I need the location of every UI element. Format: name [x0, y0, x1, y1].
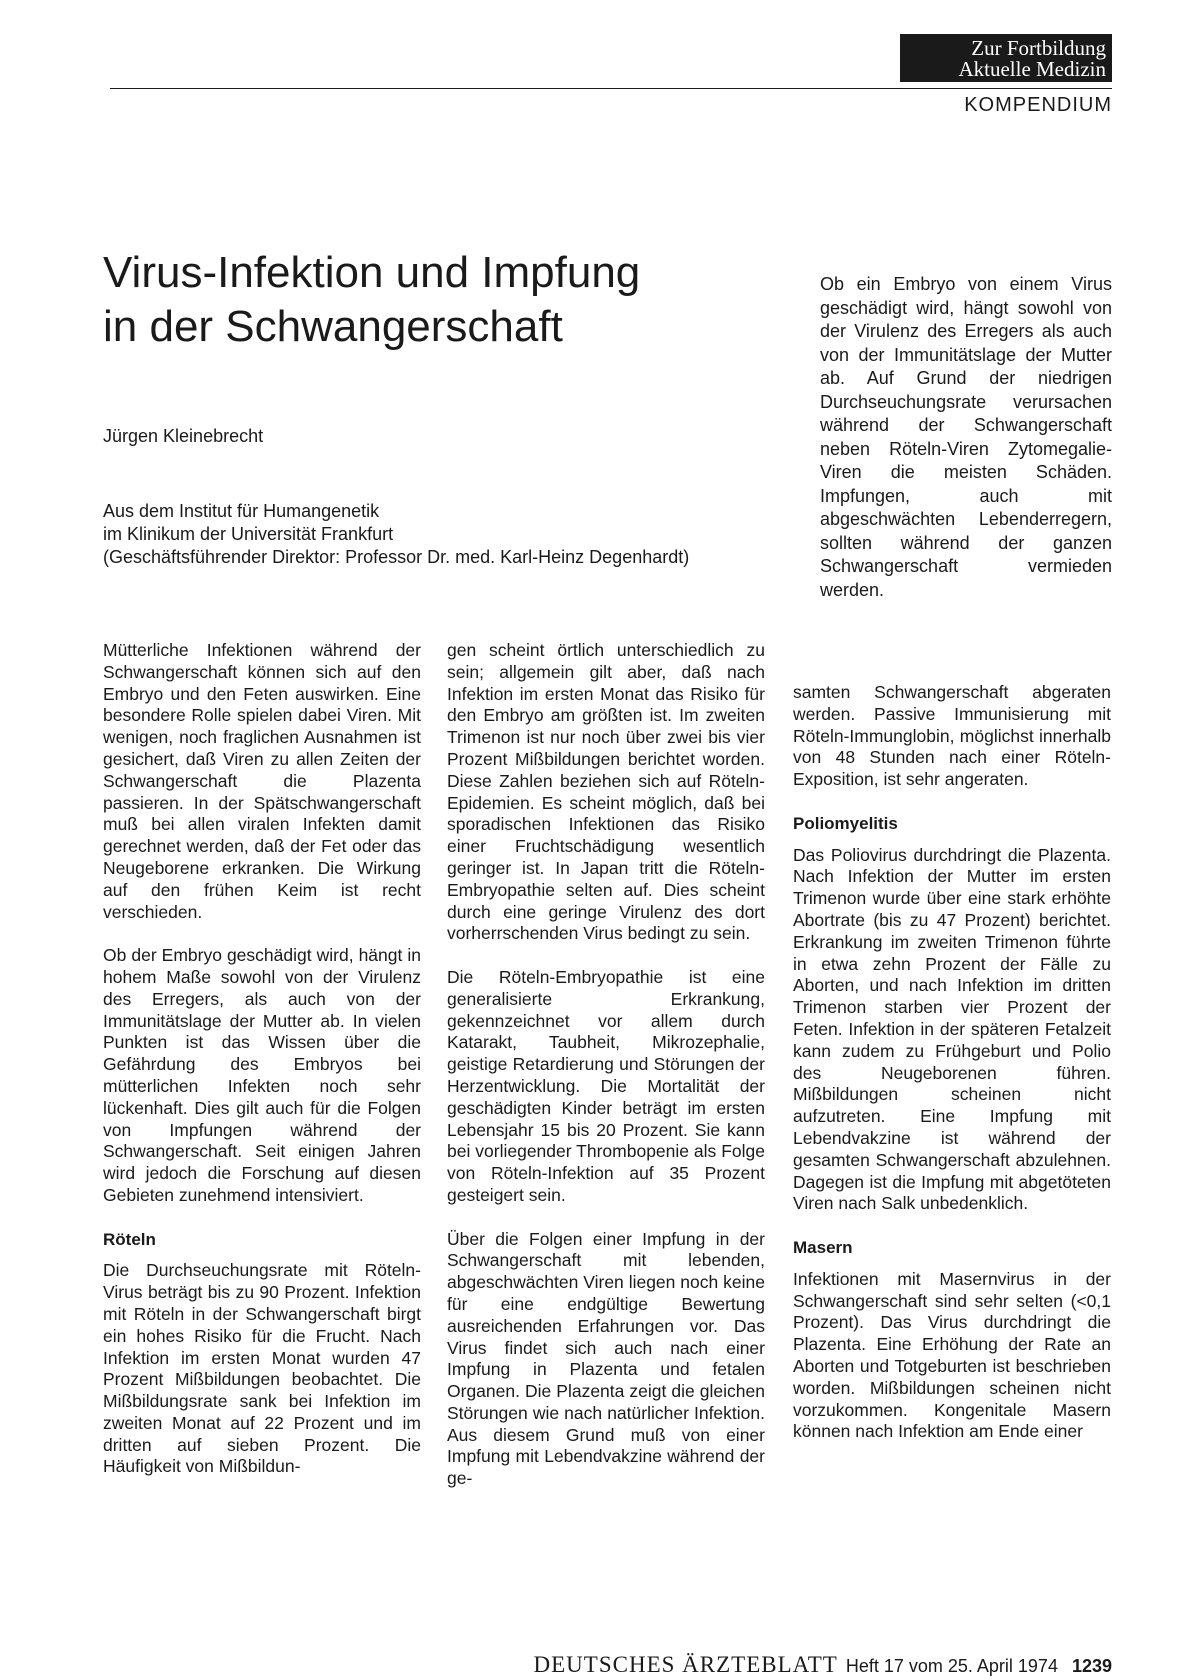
paragraph: Das Poliovirus durchdringt die Plazenta. Nach Infektion der Mutter im ersten Trimenon wurde über eine stark erhöhte Abortrate (bis zu 47 Prozent) berichtet. Erkrankung im zweiten Trimenon führte in etwa zehn Prozent der Fälle zu Aborten, und nach Infektion im dritten Trimenon starben vier Prozent der Feten. Infektion in der späteren Fetalzeit kann zudem zu Frühgeburt und Polio des Neugeborenen führen. Mißbildungen scheinen nicht aufzutreten. Eine Impfung mit Lebendvakzine ist während der gesamten Schwangerschaft abzulehnen. Dagegen ist die Impfung mit abgetöteten Viren nach Salk unbedenklich.	[793, 844, 1111, 1214]
paragraph: Über die Folgen einer Impfung in der Schwangerschaft mit lebenden, abgeschwächten Viren liegen noch keine für eine endgültige Bewertung ausreichenden Erfahrungen vor. Das Virus findet sich auch nach einer Impfung in Plazenta und fetalen Organen. Die Plazenta zeigt die gleichen Störungen wie nach natürlicher Infektion. Aus diesem Grund muß von einer Impfung mit Lebendvakzine während der ge-	[447, 1228, 765, 1489]
body-column-1	[103, 640, 421, 1500]
page-number: 1239	[1071, 1656, 1112, 1676]
paragraph: Mütterliche Infektionen während der Schwangerschaft können sich auf den Embryo und den Feten auswirken. Eine besondere Rolle spielen dabei Viren. Mit wenigen, noch fraglichen Ausnahmen ist gesichert, daß Viren zu allen Zeiten der Schwangerschaft die Plazenta passieren. In der Spätschwangerschaft muß bei allen viralen Infekten damit gerechnet werden, daß der Fet oder das Neugeborene erkranken. Die Wirkung auf den frühen Keim ist recht verschieden.	[103, 640, 421, 922]
abstract: Ob ein Embryo von einem Virus geschädigt wird, hängt sowohl von der Virulenz des Erregers als auch von der Immunitätslage der Mutter ab. Auf Grund der niedrigen Durchseuchungsrate verursachen während der Schwangerschaft neben Röteln-Viren Zytomegalie-Viren die meisten Schäden. Impfungen, auch mit abgeschwächten Lebenderregern, sollten während der ganzen Schwangerschaft vermieden werden.	[820, 274, 1112, 600]
affiliation-line-1: Aus dem Institut für Humangenetik	[103, 501, 380, 521]
body-column-3	[793, 682, 1111, 1465]
journal-name: DEUTSCHES ÄRZTEBLATT	[533, 1652, 838, 1677]
body-column-2	[447, 640, 765, 1512]
series-badge	[900, 34, 1112, 82]
paragraph: samten Schwangerschaft abgeraten werden. Passive Immunisierung mit Röteln-Immunglobin, möglichst innerhalb von 48 Stunden nach einer Röteln-Exposition, ist sehr angeraten.	[793, 682, 1111, 790]
page-footer	[480, 1652, 1112, 1678]
badge-line-2: Aktuelle Medizin	[958, 57, 1106, 81]
section-heading-masern: Masern	[793, 1237, 853, 1257]
header-rule	[110, 88, 1112, 89]
paragraph: gen scheint örtlich unterschiedlich zu sein; allgemein gilt aber, daß nach Infektion im ersten Monat das Risiko für den Embryo am größten ist. Im zweiten Trimenon ist nur noch über zwei bis vier Prozent Mißbildungen berichtet worden. Diese Zahlen beziehen sich auf Röteln-Epidemien. Es scheint möglich, daß bei sporadischen Infektionen das Risiko einer Fruchtschädigung wesentlich geringer ist. In Japan tritt die Röteln-Embryopathie selten auf. Dies scheint durch eine geringe Virulenz des dort vorherrschenden Virus bedingt zu sein.	[447, 640, 765, 944]
paragraph: Ob der Embryo geschädigt wird, hängt in hohem Maße sowohl von der Virulenz des Erregers, als auch von der Immunitätslage der Mutter ab. In vielen Punkten ist das Wissen über die Gefährdung des Embryos bei mütterlichen Infekten noch sehr lückenhaft. Dies gilt auch für die Folgen von Impfungen während der Schwangerschaft. Seit einigen Jahren wird jedoch die Forschung auf diesen Gebieten zunehmend intensiviert.	[103, 945, 421, 1205]
section-heading-poliomyelitis: Poliomyelitis	[793, 813, 898, 833]
section-label: KOMPENDIUM	[964, 94, 1112, 116]
badge-line-1: Zur Fortbildung	[971, 36, 1106, 60]
affiliation	[103, 500, 689, 569]
affiliation-line-2: im Klinikum der Universität Frankfurt	[103, 524, 394, 544]
section-heading-roeteln: Röteln	[103, 1229, 156, 1249]
paragraph: Die Röteln-Embryopathie ist eine generalisierte Erkrankung, gekennzeichnet vor allem durch Katarakt, Taubheit, Mikrozephalie, geistige Retardierung und Störungen der Herzentwicklung. Die Mortalität der geschädigten Kinder beträgt im ersten Lebensjahr 15 bis 20 Prozent. Sie kann bei vorliegender Thrombopenie als Folge von Röteln-Infektion auf 35 Prozent gesteigert sein.	[447, 966, 765, 1205]
affiliation-line-3: (Geschäftsführender Direktor: Professor Dr. med. Karl-Heinz Degenhardt)	[103, 547, 690, 567]
paragraph: Infektionen mit Masernvirus in der Schwangerschaft sind sehr selten (<0,1 Prozent). Das Virus durchdringt die Plazenta. Eine Erhöhung der Rate an Aborten und Totgeburten ist beschrieben worden. Mißbildungen scheinen nicht vorzukommen. Kongenitale Masern können nach Infektion am Ende einer	[793, 1268, 1111, 1442]
issue-info: Heft 17 vom 25. April 1974	[845, 1656, 1058, 1676]
title-line-1: Virus-Infektion und Impfung	[103, 248, 641, 297]
paragraph: Die Durchseuchungsrate mit Röteln-Virus beträgt bis zu 90 Prozent. Infektion mit Röteln in der Schwangerschaft birgt ein hohes Risiko für die Frucht. Nach Infektion im ersten Monat wurden 47 Prozent Mißbildungen beobachtet. Die Mißbildungsrate sank bei Infektion im zweiten Monat auf 22 Prozent und im dritten auf sieben Prozent. Die Häufigkeit von Mißbildun-	[103, 1260, 421, 1477]
title-line-2: in der Schwangerschaft	[103, 302, 563, 351]
article-title	[103, 246, 803, 354]
author-name: Jürgen Kleinebrecht	[103, 426, 264, 446]
